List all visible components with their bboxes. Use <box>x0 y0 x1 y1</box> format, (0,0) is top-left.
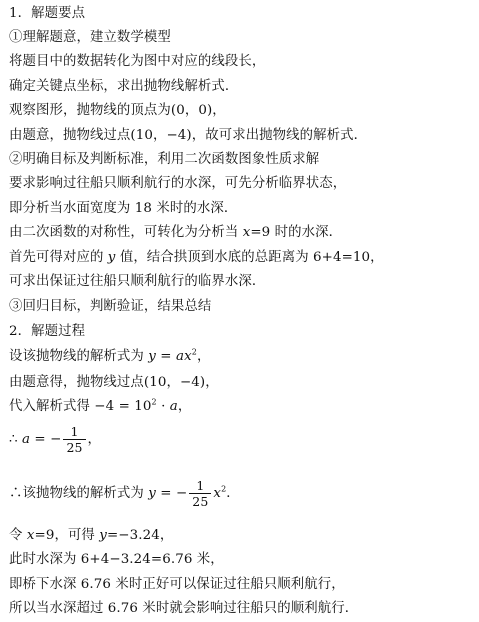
text-line: 可求出保证过往船只顺利航行的临界水深． <box>9 274 266 289</box>
fraction: $\frac{1}{25}$ <box>189 478 211 509</box>
section-1-heading: 1．解题要点 <box>9 6 86 21</box>
text-line: 即分析当水面宽度为 18 米时的水深． <box>9 201 238 216</box>
formula-line: ∴ a = − $\frac{1}{25}$ ， <box>9 424 102 455</box>
text-line: 由题意得，抛物线过点(10，−4)， <box>9 375 219 390</box>
text-line: 由题意，抛物线过点(10，−4)，故可求出抛物线的解析式． <box>9 128 368 143</box>
point-2-title: ②明确目标及判断标准，利用二次函数图象性质求解 <box>9 152 320 167</box>
point-3-title: ③回归目标，判断验证，结果总结 <box>9 299 212 314</box>
fraction: $\frac{1}{25}$ <box>63 424 85 455</box>
section-2-heading: 2．解题过程 <box>9 324 86 339</box>
text-line: 首先可得对应的 y 值，结合拱顶到水底的总距离为 6+4=10， <box>9 250 384 265</box>
formula-line: 代入解析式得 $-4 = 10^2 \cdot a$， <box>9 397 192 414</box>
text-line: 确定关键点坐标，求出抛物线解析式． <box>9 79 239 94</box>
point-1-title: ①理解题意，建立数学模型 <box>9 30 171 45</box>
text-line: 所以当水深超过 6.76 米时就会影响过往船只的顺利航行． <box>9 601 359 616</box>
text-line: 令 x=9，可得 y=−3.24， <box>9 528 174 543</box>
formula-line: ∴该抛物线的解析式为 y = − $\frac{1}{25}$ $x^2$． <box>9 478 240 509</box>
formula-line: 设该抛物线的解析式为 $y = ax^2$， <box>9 347 211 364</box>
text-line: 由二次函数的对称性，可转化为分析当 x=9 时的水深． <box>9 225 343 240</box>
text-line: 此时水深为 6+4−3.24=6.76 米， <box>9 552 224 567</box>
text-line: 即桥下水深 6.76 米时正好可以保证过往船只顺利航行， <box>9 577 345 592</box>
text-line: 观察图形，抛物线的顶点为(0，0)， <box>9 103 226 118</box>
text-line: 将题目中的数据转化为图中对应的线段长， <box>9 54 266 69</box>
text-line: 要求影响过往船只顺利航行的水深，可先分析临界状态， <box>9 176 347 191</box>
